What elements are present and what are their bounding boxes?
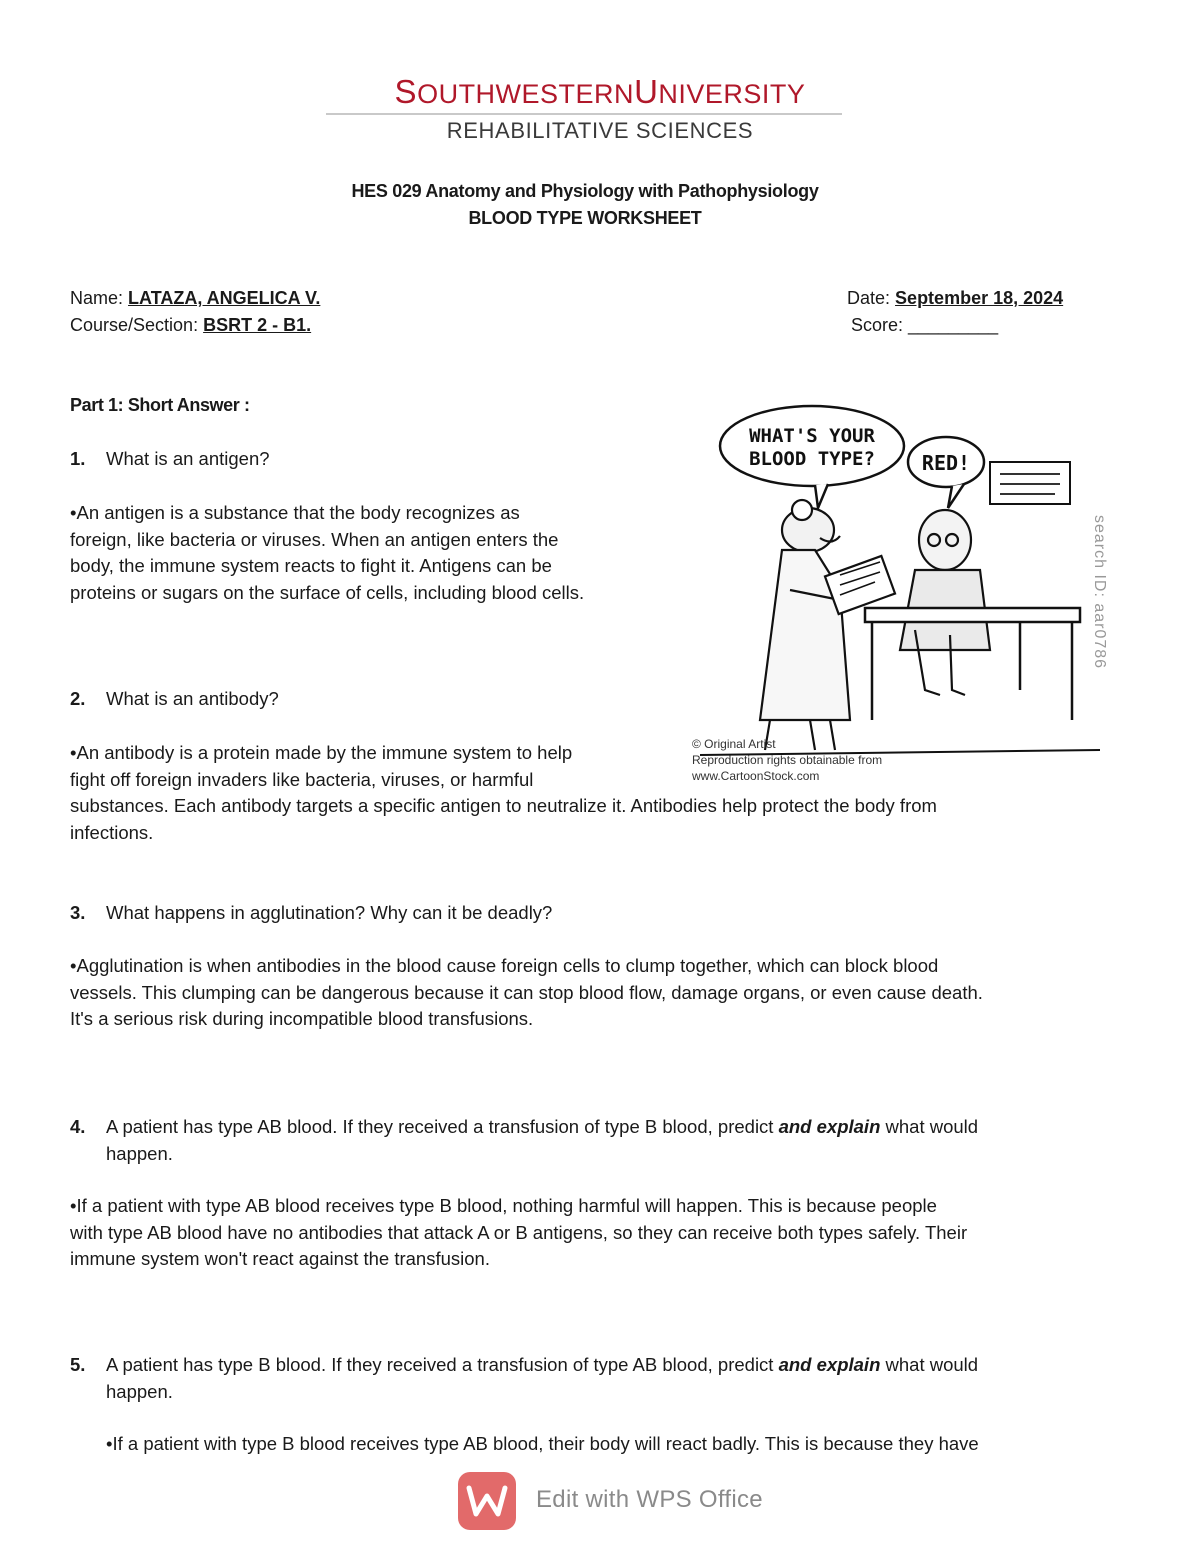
score-field: Score: _________: [851, 315, 999, 335]
department-name: REHABILITATIVE SCIENCES: [446, 118, 754, 143]
emphasis-and-explain: and explain: [778, 1116, 881, 1137]
credit-line-1: © Original Artist: [692, 737, 776, 751]
wps-watermark[interactable]: [458, 1472, 778, 1532]
course-title: HES 029 Anatomy and Physiology with Pathophysiology: [351, 181, 819, 201]
answer-1: •An antigen is a substance that the body recognizes as foreign, like bacteria or viruses. When an antigen enters the body, the immune system reacts to fight it. Antigens can be proteins or sugars on the surface of cells, including blood cells.: [70, 502, 585, 603]
date-field: Date: September 18, 2024: [847, 288, 1064, 308]
worksheet-title: BLOOD TYPE WORKSHEET: [468, 208, 702, 228]
date-value: September 18, 2024: [895, 288, 1064, 308]
answer-4: •If a patient with type AB blood receives type B blood, nothing harmful will happen. This is because people with type AB blood have no antibodies that attack A or B antigens, so they can receive both types safely. Their immune system won't react against the transfusion.: [70, 1195, 968, 1269]
question-5: 5. A patient has type B blood. If they received a transfusion of type AB blood, predict and explain what would happen.: [70, 1354, 979, 1402]
university-header: [0, 72, 1200, 114]
answer-2: •An antibody is a protein made by the immune system to help fight off foreign invaders like bacteria, viruses, or harmful substances. Each antibody targets a specific antigen to neutralize it. Antibodies help protect the body from infections.: [70, 742, 937, 843]
bubble-text-2: BLOOD TYPE?: [749, 448, 875, 470]
wps-logo-icon: [458, 1472, 516, 1530]
part-heading: Part 1: Short Answer :: [70, 395, 250, 415]
credit-line-2: Reproduction rights obtainable from: [692, 753, 883, 767]
course-value: BSRT 2 - B1.: [203, 315, 312, 335]
course-field: Course/Section: BSRT 2 - B1.: [70, 315, 312, 335]
question-2: 2. What is an antibody?: [70, 688, 279, 709]
blood-type-cartoon: [690, 390, 1110, 785]
bubble-text-1: WHAT'S YOUR: [749, 425, 875, 447]
emphasis-and-explain: and explain: [778, 1354, 881, 1375]
name-field: Name: LATAZA, ANGELICA V.: [70, 288, 321, 308]
answer-5: •If a patient with type B blood receives type AB blood, their body will react badly. This is because they have: [106, 1433, 979, 1454]
question-3: 3. What happens in agglutination? Why can it be deadly?: [70, 902, 553, 923]
name-value: LATAZA, ANGELICA V.: [128, 288, 321, 308]
score-blank: _________: [908, 315, 999, 335]
wps-label: Edit with WPS Office: [536, 1486, 763, 1513]
question-4: 4. A patient has type AB blood. If they received a transfusion of type B blood, predict and explain what would happen.: [70, 1116, 979, 1164]
header-divider: [326, 113, 842, 115]
question-1: 1. What is an antigen?: [70, 448, 270, 469]
credit-line-3: www.CartoonStock.com: [692, 769, 820, 783]
bubble-text-red: RED!: [921, 451, 971, 475]
answer-3: •Agglutination is when antibodies in the blood cause foreign cells to clump together, which can block blood vessels. This clumping can be dangerous because it can stop blood flow, damage organs, or even cause death. It's a serious risk during incompatible blood transfusions.: [70, 955, 983, 1029]
university-name: SOUTHWESTERNUNIVERSITY: [394, 73, 806, 110]
search-id-text: search ID: aar0786: [1091, 515, 1108, 670]
